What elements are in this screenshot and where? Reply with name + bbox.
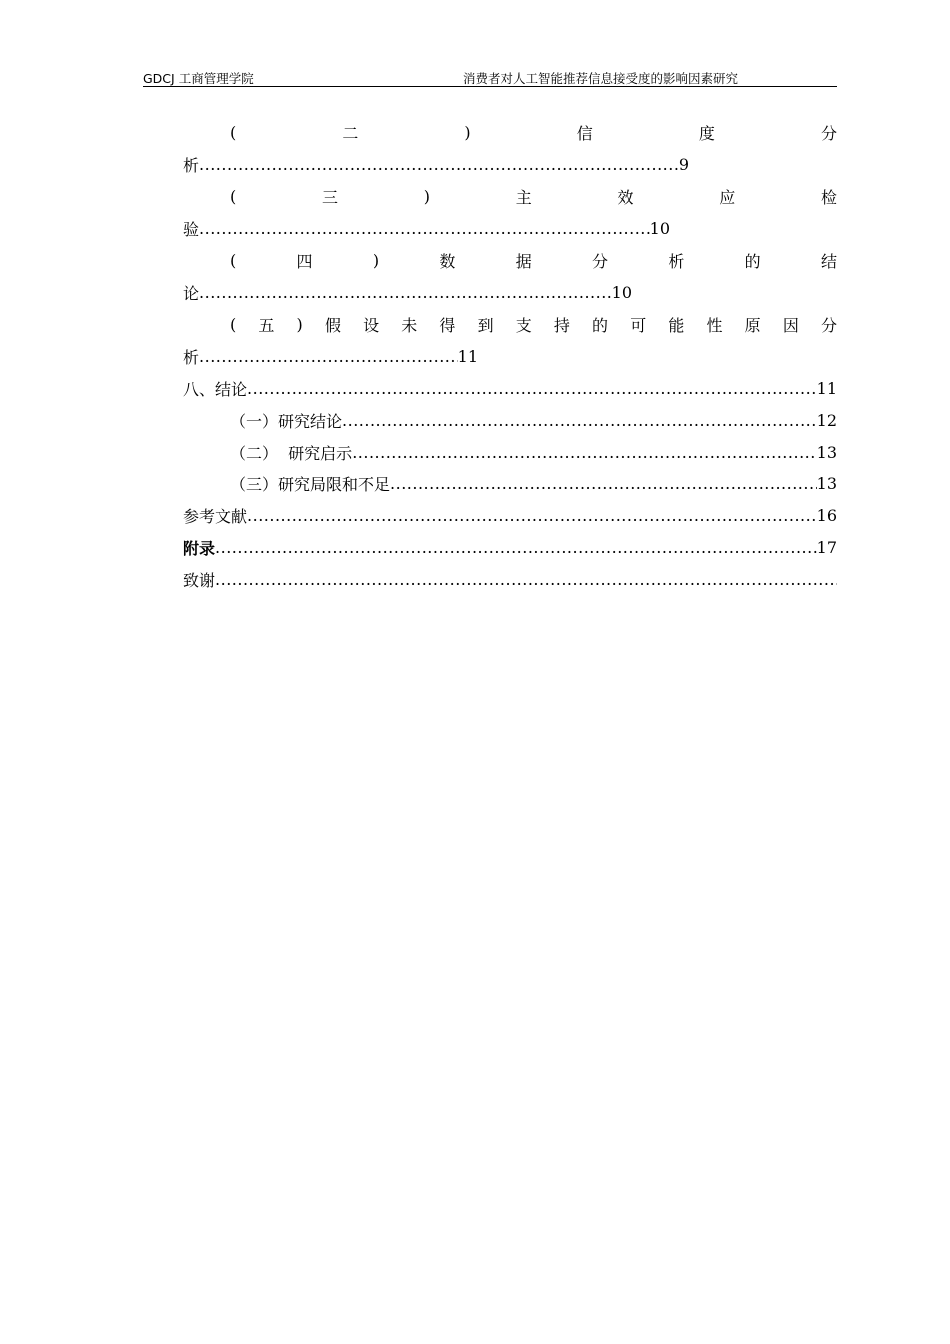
toc-label: 致谢 <box>183 570 216 590</box>
toc-char: 应 <box>719 187 736 207</box>
toc-char: 能 <box>668 315 685 335</box>
toc-char: ( <box>230 122 237 142</box>
toc-label: 验 <box>183 219 200 239</box>
toc-page-number: 10 <box>649 218 670 238</box>
toc-leader <box>199 219 650 238</box>
toc-leader <box>199 155 679 174</box>
toc-leader <box>247 506 817 525</box>
toc-label: 附录 <box>183 538 216 558</box>
toc-char: 五 <box>258 315 275 335</box>
toc-leader <box>247 379 817 398</box>
toc-char: 检 <box>820 187 837 207</box>
toc-char: 主 <box>515 187 532 207</box>
toc-char: 可 <box>630 315 647 335</box>
toc-label: 析 <box>183 347 200 367</box>
toc-entry-data-conclusion-line1 <box>230 248 837 272</box>
toc-char: 设 <box>363 315 380 335</box>
toc-label: 参考文献 <box>183 506 248 526</box>
page-header <box>143 67 837 87</box>
toc-label: （一）研究结论 <box>230 411 343 431</box>
toc-char: 性 <box>706 315 723 335</box>
toc-char: 未 <box>401 315 418 335</box>
toc-page-number: 12 <box>816 410 837 430</box>
toc-entry-references[interactable] <box>183 503 837 527</box>
toc-page-number: 11 <box>457 346 478 366</box>
toc-char: ) <box>464 122 471 142</box>
toc-char: 据 <box>515 251 532 271</box>
toc-entry-reliability-line2[interactable] <box>183 152 689 176</box>
toc-leader <box>352 443 816 462</box>
toc-char: 得 <box>439 315 456 335</box>
toc-page-number: 11 <box>816 378 837 398</box>
toc-char: 结 <box>820 251 837 271</box>
toc-char: 度 <box>698 123 715 143</box>
toc-char: 二 <box>342 123 359 143</box>
toc-leader <box>342 411 817 430</box>
toc-char: ( <box>230 250 237 270</box>
toc-entry-appendix[interactable] <box>183 535 837 559</box>
toc-char: 到 <box>477 315 494 335</box>
toc-entry-hypothesis-line2[interactable] <box>183 344 478 368</box>
toc-char: 效 <box>617 187 634 207</box>
toc-page-number: 17 <box>816 537 837 557</box>
toc-leader <box>199 347 458 366</box>
toc-char: 因 <box>782 315 799 335</box>
toc-char: 析 <box>668 251 685 271</box>
toc-leader <box>215 570 837 589</box>
toc-page-number: 16 <box>816 505 837 525</box>
toc-char: ( <box>230 314 237 334</box>
toc-page-number: 10 <box>611 282 632 302</box>
toc-leader <box>199 283 612 302</box>
toc-entry-acknowledgements[interactable] <box>183 567 837 591</box>
toc-char: 数 <box>439 251 456 271</box>
toc-page-number: 13 <box>816 473 837 493</box>
toc-entry-research-conclusion[interactable] <box>230 408 837 432</box>
toc-char: ( <box>230 186 237 206</box>
toc-entry-data-conclusion-line2[interactable] <box>183 280 632 304</box>
toc-leader <box>215 538 817 557</box>
toc-label: 八、结论 <box>183 379 248 399</box>
toc-entry-main-effect-line1 <box>230 184 837 208</box>
toc-entry-hypothesis-line1 <box>230 312 837 336</box>
toc-leader <box>390 474 817 493</box>
header-school: GDCJ 工商管理学院 <box>143 71 254 86</box>
header-thesis-title: 消费者对人工智能推荐信息接受度的影响因素研究 <box>463 71 739 86</box>
toc-char: 分 <box>592 251 609 271</box>
toc-entry-research-limitations[interactable] <box>230 471 837 495</box>
toc-label: （三）研究局限和不足 <box>230 474 391 494</box>
toc-entry-chapter8[interactable] <box>183 376 837 400</box>
toc-entry-reliability-line1 <box>230 120 837 144</box>
toc-label: 论 <box>183 283 200 303</box>
toc-char: 分 <box>820 123 837 143</box>
toc-char: ) <box>372 250 380 270</box>
toc-entry-research-implications[interactable] <box>230 440 837 464</box>
toc-char: ) <box>423 186 430 206</box>
toc-page-number: 13 <box>816 442 837 462</box>
toc-char: 的 <box>744 251 761 271</box>
toc-char: 分 <box>820 315 837 335</box>
toc-char: 原 <box>744 315 761 335</box>
toc-char: 四 <box>296 251 313 271</box>
toc-char: 的 <box>592 315 609 335</box>
toc-label: 析 <box>183 155 200 175</box>
toc-char: 假 <box>324 315 341 335</box>
toc-char: 持 <box>553 315 570 335</box>
toc-entry-main-effect-line2[interactable] <box>183 216 670 240</box>
toc-char: ) <box>296 314 303 334</box>
toc-char: 支 <box>515 315 532 335</box>
toc-page-number: 9 <box>678 154 689 174</box>
toc-char: 信 <box>576 123 593 143</box>
toc-char: 三 <box>321 187 338 207</box>
toc-label: （二） 研究启示 <box>230 443 353 463</box>
